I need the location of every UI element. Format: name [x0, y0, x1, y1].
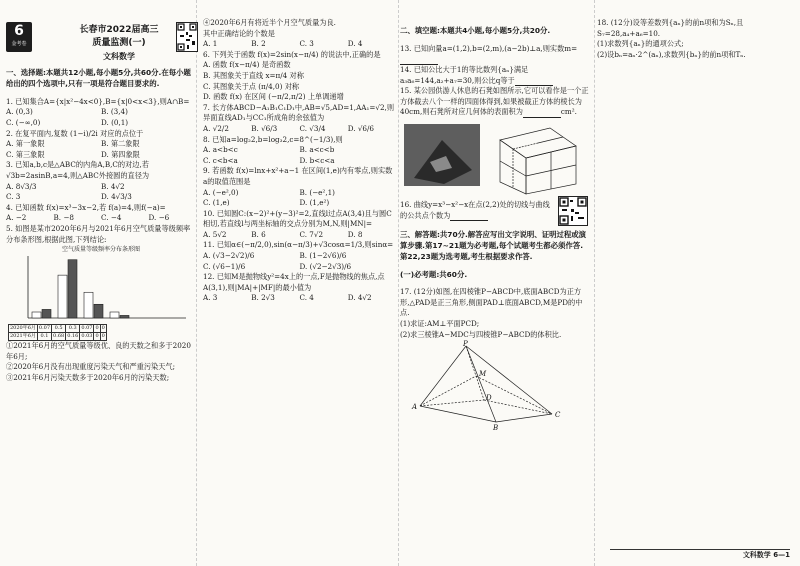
- badge-text: 金考卷: [11, 41, 27, 47]
- option: D. 4: [347, 39, 363, 49]
- option: C. −4: [101, 213, 122, 223]
- legend-cell: 0.68: [53, 333, 65, 340]
- option: C. 3: [6, 192, 21, 202]
- option: C. (√6−1)/6: [203, 261, 246, 271]
- legend-row: [9, 333, 107, 341]
- options: [6, 107, 196, 128]
- option: B. (1−2√6)/6: [299, 251, 347, 261]
- chart-bar: [58, 275, 67, 318]
- question-18-part-2: (2)设bₙ=aₙ·2^(aₙ),求数列{bₙ}的前n项和Tₙ.: [597, 49, 746, 59]
- legend-cell: 0: [101, 333, 105, 340]
- column-divider: [196, 0, 197, 566]
- chart-bar: [84, 292, 93, 318]
- exam-badge: [6, 22, 32, 52]
- answer-blank: [523, 110, 561, 118]
- option: A. 5√2: [203, 229, 227, 239]
- chart-bar: [110, 312, 119, 318]
- question-3: 3. 已知a,b,c是△ABC的内角A,B,C的对边,若√3b=2asinB,a=4,则△ABC外接圆的直径为: [6, 160, 150, 180]
- legend-cell: 0.07: [38, 325, 51, 332]
- column-divider: [398, 0, 399, 566]
- option: B. 6: [251, 229, 266, 239]
- option: D. 4√3/3: [101, 192, 132, 202]
- question-16: 16. 曲线y=x³−x²−x在点(2,2)处的切线与曲线的公共点个数为: [400, 199, 550, 220]
- answer-blank: [400, 57, 438, 65]
- option: B. (3,4): [101, 107, 128, 117]
- column-2: [203, 18, 396, 304]
- question-2: 2. 在复平面内,复数 (1−i)/2i 对应的点位于: [6, 128, 144, 138]
- chart-bar: [42, 310, 51, 319]
- option: A. (√3−2√2)/6: [203, 251, 255, 261]
- question-10: 10. 已知圆C:(x−2)²+(y−3)²=2,直线l过点A(3,4)且与圆C相切,若直线l与两坐标轴的交点分别为M,N,则|MN|=: [203, 208, 392, 229]
- column-1: [6, 60, 196, 383]
- options: [203, 188, 396, 209]
- chart-bar: [32, 312, 41, 318]
- legend-cell: 0: [101, 325, 105, 332]
- question-18-part-1: (1)求数列{aₙ}的通项公式;: [597, 39, 684, 49]
- column-4: [597, 18, 794, 60]
- option: B. 2: [251, 39, 266, 49]
- option: A. 3: [203, 293, 218, 303]
- question-5-end: 其中正确结论的个数是: [203, 28, 275, 38]
- legend-cell: 0.03: [81, 333, 93, 340]
- option: D. 第四象限: [101, 149, 140, 159]
- chart-bar: [68, 260, 77, 318]
- option: D. 函数 f(x) 在区间 (−π/2,π/2) 上单调递增: [203, 92, 344, 102]
- vertex-label: C: [555, 411, 561, 420]
- question-6: 6. 下列关于函数 f(x)=2sin(x−π/4) 的说法中,正确的是: [203, 49, 381, 59]
- vertex-label: B: [493, 424, 499, 431]
- legend-row: [9, 325, 107, 333]
- pyramid-figure: [400, 340, 586, 430]
- title-line: 质量监测(一): [92, 38, 146, 48]
- question-4: 4. 已知函数 f(x)=x³−3x−2,若 f(a)=4,则f(−a)=: [6, 202, 166, 212]
- option: C. 第三象限: [6, 149, 45, 159]
- legend-cell: 0: [95, 325, 99, 332]
- option: D. (1,e²): [299, 198, 330, 208]
- options: [6, 182, 196, 203]
- answer-blank: [450, 213, 488, 221]
- option: C. 4: [299, 293, 314, 303]
- vertex-label: D: [486, 394, 492, 403]
- option: A. 函数 f(x−π/4) 是奇函数: [203, 60, 291, 70]
- option: C. 3: [299, 39, 314, 49]
- legend-cell: 0.5: [52, 325, 66, 333]
- question-18: 18. (12分)设等差数列{aₙ}的前n项和为Sₙ,且S₇=28,a₄+a₆=10.: [597, 18, 744, 38]
- option: D. (0,1): [101, 117, 129, 127]
- option: B. (−e²,1): [299, 187, 335, 197]
- section-subheading: (一)必考题:共60分.: [400, 269, 468, 279]
- option: C. 其图象关于点 (π/4,0) 对称: [203, 81, 300, 91]
- exam-title: [64, 24, 174, 63]
- option: D. −6: [148, 213, 170, 223]
- question-16-block: [400, 200, 590, 221]
- vertex-label: P: [463, 340, 468, 349]
- legend-cell: 0.07: [81, 325, 93, 332]
- legend-table: [8, 324, 107, 341]
- question-15: 15. 某公园供游人休息的石凳如图所示,它可以看作是一个正方体截去八个一样的四面体得到,如果被截正方体的棱长为40cm,则石凳所对应几何体的表面积为 cm².: [400, 86, 589, 117]
- options: [203, 124, 396, 135]
- question-17-part-1: (1)求证:AM⊥平面PCD;: [400, 319, 480, 329]
- qr-code-icon: [176, 22, 198, 52]
- question-14: 14. 已知公比大于1的等比数列{aₙ}满足a₃a₆=144,a₂+a₇=30,则公比q等于: [400, 65, 590, 86]
- options: [203, 251, 396, 272]
- statement-1: ①2021年6月的空气质量等级优、良的天数之和多于2020年6月;: [6, 341, 191, 361]
- option: B. 4√2: [101, 181, 125, 191]
- options: [203, 293, 396, 304]
- option: D. b<c<a: [299, 155, 335, 165]
- option: B. −8: [53, 213, 74, 223]
- chart-bar: [94, 304, 103, 318]
- badge-number: 6: [14, 23, 24, 39]
- option: B. 其图象关于直线 x=π/4 对称: [203, 70, 304, 80]
- chart-bar: [120, 316, 129, 319]
- question-1: 1. 已知集合A={x|x²−4x<0},B={x|0<x<3},则A∩B=: [6, 96, 190, 106]
- question-12: 12. 已知M是抛物线y²=4x上的一点,F是抛物线的焦点,点A(3,1),则|MA|+|MF|的最小值为: [203, 272, 385, 292]
- question-17: 17. (12分)如图,在四棱锥P−ABCD中,底面ABCD为正方形,△PAD是正三角形,侧面PAD⊥底面ABCD,M是PD的中点.: [400, 287, 583, 318]
- section-heading: 一、选择题:本题共12小题,每小题5分,共60分.在每小题给出的四个选项中,只有一项是符合题目要求的.: [6, 68, 191, 89]
- question-5: 5. 如图是某市2020年6月与2021年6月空气质量等级频率分布条形图,根据此图,下列结论:: [6, 223, 191, 244]
- legend-cell: 0.3: [66, 325, 80, 333]
- subject-title: 文科数学: [103, 52, 135, 61]
- option: D. √6/6: [347, 123, 374, 133]
- option: B. √6/3: [251, 123, 278, 133]
- statement-3: ③2021年6月污染天数多于2020年6月的污染天数;: [6, 372, 170, 382]
- answer-blank: [515, 78, 553, 86]
- column-3: [400, 18, 590, 434]
- qr-code-icon: [558, 196, 588, 226]
- option: C. (−∞,0): [6, 117, 41, 127]
- option: A. 第一象限: [6, 139, 45, 149]
- option: A. √2/2: [203, 123, 229, 133]
- option: D. (√2−2√3)/6: [299, 261, 352, 271]
- chart-title: 空气质量等级频率分布条形图: [61, 246, 140, 254]
- question-13: 13. 已知向量a=(1,2),b=(2,m),(a−2b)⊥a,则实数m=: [400, 44, 590, 65]
- options: [203, 39, 396, 50]
- legend-label: 2021年6月: [10, 333, 36, 340]
- option: B. a<c<b: [299, 145, 335, 155]
- option: A. a<b<c: [203, 145, 238, 155]
- statement-4: ④2020年6月有将近半个月空气质量为良.: [203, 18, 336, 27]
- option: A. 1: [203, 39, 218, 49]
- page-footer: 文科数学 6—1: [742, 551, 790, 559]
- statement-2: ②2020年6月没有出现重度污染天气和严重污染天气;: [6, 362, 176, 372]
- option: B. 第二象限: [101, 139, 140, 149]
- question-8: 8. 已知a=log₂2,b=log₃2,c=8^(−1/3),则: [203, 134, 343, 144]
- option: C. c<b<a: [203, 155, 238, 165]
- options: [6, 139, 196, 160]
- vertex-label: A: [412, 403, 418, 412]
- question-9: 9. 若函数 f(x)=lnx+x²+a−1 在区间(1,e)内有零点,则实数a的取值范围是: [203, 166, 393, 186]
- option: A. −2: [6, 213, 27, 223]
- title-line: 长春市2022届高三: [79, 25, 159, 35]
- option: B. 2√3: [251, 293, 275, 303]
- option: A. (0,3): [6, 107, 33, 117]
- legend-cell: 0.1: [37, 333, 51, 341]
- option: C. √3/4: [299, 123, 326, 133]
- vertex-label: M: [479, 370, 487, 379]
- option: D. 8: [347, 229, 363, 239]
- bar-chart: [6, 254, 191, 320]
- question-11: 11. 已知α∈(−π/2,0),sin(α−π/3)+√3cosα=1/3,则sinα=: [203, 240, 394, 250]
- question-7: 7. 长方体ABCD−A₁B₁C₁D₁中,AB=√5,AD=1,AA₁=√2,则异面直线AD₁与CC₁所成角的余弦值为: [203, 102, 395, 123]
- options: [203, 145, 396, 166]
- option: C. 7√2: [299, 229, 324, 239]
- option: A. 8√3/3: [6, 181, 37, 191]
- options: [6, 213, 196, 224]
- option: D. 4√2: [347, 293, 372, 303]
- option: C. (1,e): [203, 198, 230, 208]
- column-divider: [594, 0, 595, 566]
- options: [203, 230, 396, 241]
- legend-cell: 0: [95, 333, 99, 340]
- legend-label: 2020年6月: [10, 325, 36, 332]
- option: A. (−e²,0): [203, 187, 239, 197]
- section-heading: 三、解答题:共70分.解答应写出文字说明、证明过程或演算步骤.第17~21题为必考题,每个试题考生都必须作答.第22,23题为选考题,考生根据要求作答.: [400, 229, 587, 261]
- stone-bench-figure: [400, 118, 586, 196]
- question-17-part-2: (2)求三棱锥A−MDC与四棱锥P−ABCD的体积比.: [400, 329, 562, 339]
- section-heading: 二、填空题:本题共4小题,每小题5分,共20分.: [400, 26, 551, 36]
- legend-cell: 0.16: [67, 333, 79, 340]
